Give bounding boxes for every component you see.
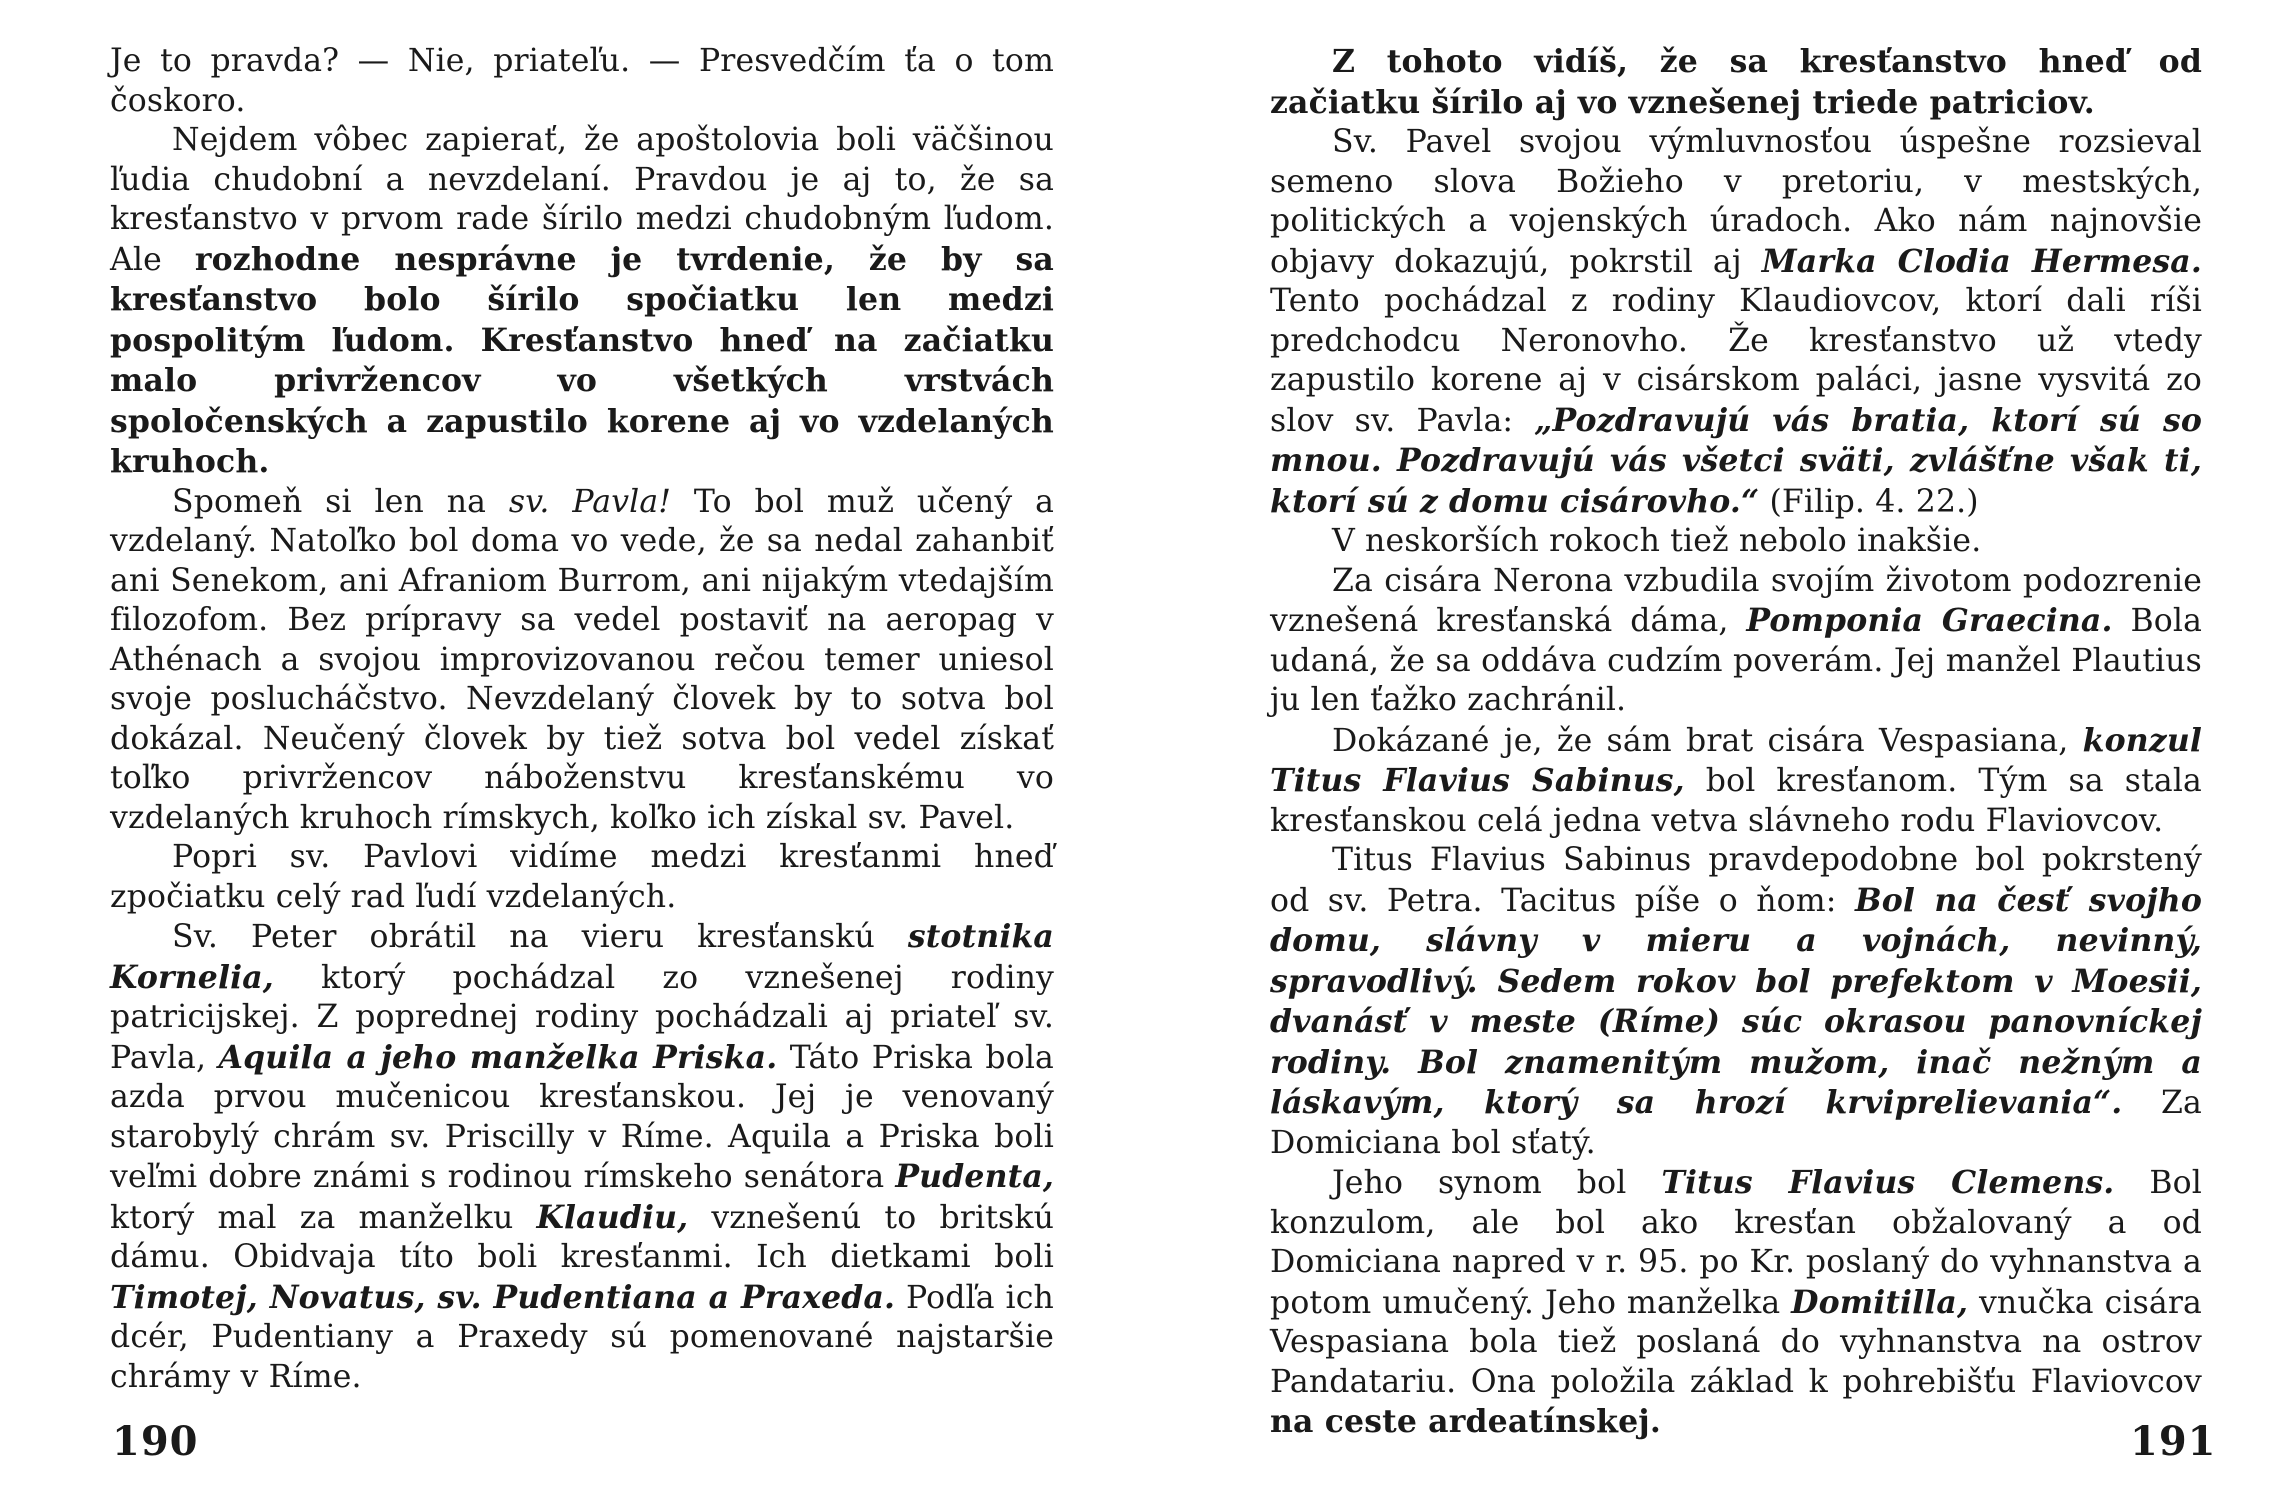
paragraph: Je to pravda? — Nie, priateľu. — Presvedčím ťa o tom čoskoro.: [110, 43, 1054, 119]
paragraph: Z tohoto vidíš, že sa kresťanstvo hneď od začiatku šírilo aj vo vznešenej triede patriciov.: [1270, 43, 2202, 121]
paragraph: Spomeň si len na sv. Pavla! To bol muž učený a vzdelaný. Natoľko bol doma vo vede, že sa nedal zahanbiť ani Senekom, ani Afraniom Burrom, ani nijakým vtedajším filozofom. Bez prípravy sa vedel postaviť na aeropag v Athénach a svojou improvizovanou rečou temer uniesol svoje poslucháčstvo. Nevzdelaný človek by to sotva bol dokázal. Neučený človek by tiež sotva bol vedel získať toľko privržencov náboženstvu kresťanskému vo vzdelaných kruhoch rímskych, koľko ich získal sv. Pavel.: [110, 483, 1054, 836]
paragraph: Sv. Peter obrátil na vieru kresťanskú stotnika Kornelia, ktorý pochádzal zo vznešenej rodiny patricijskej. Z poprednej rodiny pochádzali aj priateľ sv. Pavla, Aquila a jeho manželka Priska. Táto Priska bola azda prvou mučenicou kresťanskou. Jej je venovaný starobylý chrám sv. Priscilly v Ríme. Aquila a Priska boli veľmi dobre známi s rodinou rímskeho senátora Pudenta, ktorý mal za manželku Klaudiu, vznešenú to britskú dámu. Obidvaja títo boli kresťanmi. Ich dietkami boli Timotej, Novatus, sv. Pudentiana a Praxeda. Podľa ich dcér, Pudentiany a Praxedy sú pomenované najstaršie chrámy v Ríme.: [110, 918, 1054, 1395]
right-page: [1270, 42, 2202, 1443]
paragraph: Za cisára Nerona vzbudila svojím životom podozrenie vznešená kresťanská dáma, Pomponia Graecina. Bola udaná, že sa oddáva cudzím poverám. Jej manžel Plautius ju len ťažko zachránil.: [1270, 562, 2203, 718]
paragraph: Popri sv. Pavlovi vidíme medzi kresťanmi hneď zpočiatku celý rad ľudí vzdelaných.: [110, 839, 1054, 915]
paragraph: Dokázané je, že sám brat cisára Vespasiana, konzul Titus Flavius Sabinus, bol kresťanom. Tým sa stala kresťanskou celá jedna vetva slávneho rodu Flaviovcov.: [1270, 721, 2202, 839]
page-number-right: 191: [2130, 1418, 2217, 1465]
left-page: [110, 42, 1054, 1397]
paragraph: Jeho synom bol Titus Flavius Clemens. Bol konzulom, ale bol ako kresťan obžalovaný a od Domiciana napred v r. 95. po Kr. poslaný do vyhnanstva a potom umučený. Jeho manželka Domitilla, vnučka cisára Vespasiana bola tiež poslaná do vyhnanstva na ostrov Pandatariu. Ona položila základ k pohrebišťu Flaviovcov na ceste ardeatínskej.: [1270, 1164, 2202, 1440]
paragraph: V neskorších rokoch tiež nebolo inakšie.: [1332, 523, 1982, 559]
paragraph: Sv. Pavel svojou výmluvnosťou úspešne rozsieval semeno slova Božieho v pretoriu, v mestských, politických a vojenských úradoch. Ako nám najnovšie objavy dokazujú, pokrstil aj Marka Clodia Hermesa. Tento pochádzal z rodiny Klaudiovcov, ktorí dali ríši predchodcu Neronovho. Že kresťanstvo už vtedy zapustilo korene aj v cisárskom paláci, jasne vysvitá zo slov sv. Pavla: „Pozdravujú vás bratia, ktorí sú so mnou. Pozdravujú vás všetci sväti, zvlášťne však ti, ktorí sú z domu cisárovho.“ (Filip. 4. 22.): [1270, 124, 2202, 520]
paragraph: Nejdem vôbec zapierať, že apoštolovia boli väčšinou ľudia chudobní a nevzdelaní. Pravdou je aj to, že sa kresťanstvo v prvom rade šírilo medzi chudobným ľudom. Ale rozhodne nesprávne je tvrdenie, že by sa kresťanstvo bolo šírilo spočiatku len medzi pospolitým ľudom. Kresťanstvo hneď na začiatku malo privržencov vo všetkých vrstvách spoločenských a zapustilo korene aj vo vzdelaných kruhoch.: [110, 122, 1054, 480]
page-number-left: 190: [112, 1418, 199, 1465]
paragraph: Titus Flavius Sabinus pravdepodobne bol pokrstený od sv. Petra. Tacitus píše o ňom: Bol na česť svojho domu, slávny v mieru a vojnách, nevinný, spravodlivý. Sedem rokov bol prefektom v Moesii, dvanásť v meste (Ríme) súc okrasou panovníckej rodiny. Bol znamenitým mužom, inač nežným a láskavým, ktorý sa hrozí krviprelievania“. Za Domiciana bol sťatý.: [1270, 842, 2202, 1161]
